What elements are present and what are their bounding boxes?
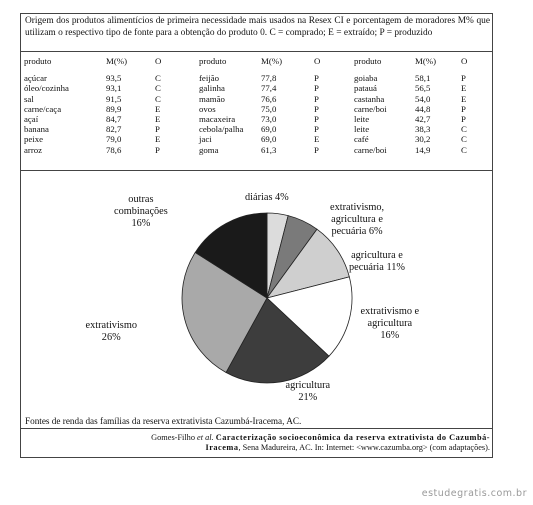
- table-cell: 69,0: [261, 134, 277, 145]
- table-cell: produto: [24, 56, 52, 66]
- pie-svg: [21, 180, 492, 428]
- table-cell: O: [155, 56, 162, 66]
- table-cell: 89,9: [106, 103, 122, 114]
- slice-label: [286, 380, 331, 404]
- watermark: estudegratis.com.br: [421, 488, 527, 499]
- slice-label-line: pecuária 6%: [331, 226, 383, 237]
- pie-chart: [21, 180, 492, 428]
- table-cell: M(%): [261, 56, 283, 66]
- slice-label-line: outras: [128, 194, 154, 205]
- slice-label-line: agricultura: [285, 380, 331, 391]
- table-cell: P: [314, 93, 319, 104]
- table-cell: P: [155, 124, 160, 135]
- table-cell: sal: [24, 93, 34, 104]
- slice-label-line: extrativismo: [85, 320, 137, 331]
- table-cell: 84,7: [106, 113, 122, 124]
- table-cell: C: [461, 124, 467, 135]
- table-cell: arroz: [24, 144, 43, 155]
- table-cell: café: [354, 134, 369, 145]
- table-cell: 14,9: [415, 144, 431, 155]
- table-cell: 42,7: [415, 113, 431, 124]
- slice-label-line: 21%: [298, 392, 318, 403]
- table-cell: cebola/palha: [199, 124, 244, 135]
- slice-label-line: 26%: [101, 332, 121, 343]
- slice-label-line: combinações: [114, 206, 168, 217]
- slice-label-line: 16%: [131, 218, 151, 229]
- table-cell: E: [461, 93, 467, 104]
- table-cell: 75,0: [261, 103, 277, 114]
- table-cell: E: [314, 134, 320, 145]
- table-cell: E: [155, 103, 161, 114]
- table-cell: O: [314, 56, 321, 66]
- table-row: [24, 73, 494, 83]
- table-cell: carne/boi: [354, 144, 387, 155]
- table-cell: 93,1: [106, 83, 122, 94]
- table-row: [24, 134, 494, 144]
- slice-label-line: agricultura e: [331, 214, 383, 225]
- table-cell: 61,3: [261, 144, 277, 155]
- table-cell: 93,5: [106, 73, 122, 84]
- slice-label: [349, 250, 405, 274]
- caption-rule: [21, 428, 492, 429]
- table-cell: M(%): [415, 56, 437, 66]
- table-row: [24, 124, 494, 134]
- table-cell: 91,5: [106, 93, 122, 104]
- table-cell: patauá: [354, 83, 377, 94]
- slice-label-line: extrativismo,: [330, 202, 385, 213]
- table-cell: leite: [354, 113, 370, 124]
- table-cell: açaí: [24, 113, 39, 124]
- table-cell: M(%): [106, 56, 128, 66]
- table-cell: feijão: [199, 73, 220, 84]
- table-cell: 82,7: [106, 124, 122, 135]
- table-cell: C: [461, 134, 467, 145]
- table-cell: 77,4: [261, 83, 277, 94]
- table-cell: C: [155, 93, 161, 104]
- table-top-rule: [21, 51, 492, 52]
- table-row: [24, 114, 494, 124]
- table-bottom-rule: [21, 170, 492, 171]
- source-author: Gomes-Filho: [151, 433, 195, 442]
- table-cell: 78,6: [106, 144, 122, 155]
- slice-label-line: agricultura e: [351, 250, 403, 261]
- table-cell: 44,8: [415, 103, 431, 114]
- table-cell: mamão: [199, 93, 225, 104]
- table-cell: goma: [199, 144, 219, 155]
- table-cell: 38,3: [415, 124, 431, 135]
- slice-label: [245, 192, 289, 204]
- table-cell: E: [155, 113, 161, 124]
- table-cell: leite: [354, 124, 370, 135]
- table-cell: C: [461, 144, 467, 155]
- source-title: Caracterização socioeconômica da reserva extrativista do Cazumbá-Iracema: [205, 433, 490, 452]
- chart-caption: Fontes de renda das famílias da reserva extrativista Cazumbá-Iracema, AC.: [25, 416, 302, 426]
- source-rest: , Sena Madureira, AC. In: Internet: <www.cazumba.org> (com adaptações).: [238, 443, 490, 452]
- slice-label-line: extrativismo e: [360, 306, 420, 317]
- table-cell: produto: [354, 56, 382, 66]
- table-cell: peixe: [24, 134, 44, 145]
- table-cell: 54,0: [415, 93, 431, 104]
- slice-label: [114, 194, 168, 230]
- table-cell: banana: [24, 124, 49, 135]
- table-row: [24, 83, 494, 93]
- table-cell: C: [155, 73, 161, 84]
- table-cell: óleo/cozinha: [24, 83, 69, 94]
- slice-label-line: pecuária 11%: [349, 262, 405, 273]
- table-cell: jaci: [199, 134, 212, 145]
- table-cell: 77,8: [261, 73, 277, 84]
- slice-label-line: 16%: [380, 330, 400, 341]
- table-cell: galinha: [199, 83, 225, 94]
- table-cell: P: [314, 73, 319, 84]
- table-cell: carne/caça: [24, 103, 62, 114]
- table-cell: 58,1: [415, 73, 431, 84]
- products-table: [24, 56, 494, 155]
- table-cell: ovos: [199, 103, 216, 114]
- table-cell: C: [155, 83, 161, 94]
- table-cell: P: [461, 113, 466, 124]
- table-cell: açúcar: [24, 73, 47, 84]
- table-row: [24, 145, 494, 155]
- source-etal: et al.: [197, 433, 214, 442]
- intro-text: Origem dos produtos alimentícios de primeira necessidade mais usados na Resex CI e porcentagem de moradores M% que utilizam o respectivo tipo de fonte para a obtenção do produto 0. C = comprado; E = extraído; P = produzido: [25, 16, 490, 38]
- table-cell: carne/boi: [354, 103, 387, 114]
- table-row: [24, 94, 494, 104]
- slice-label: [86, 320, 137, 344]
- table-cell: P: [314, 124, 319, 135]
- table-cell: produto: [199, 56, 227, 66]
- table-cell: E: [461, 83, 467, 94]
- table-cell: 79,0: [106, 134, 122, 145]
- table-cell: E: [155, 134, 161, 145]
- slice-label: [361, 306, 420, 342]
- table-cell: P: [314, 144, 319, 155]
- table-cell: 69,0: [261, 124, 277, 135]
- table-cell: P: [155, 144, 160, 155]
- table-cell: 56,5: [415, 83, 431, 94]
- slice-label-line: agricultura: [367, 318, 413, 329]
- table-row: [24, 104, 494, 114]
- table-cell: castanha: [354, 93, 385, 104]
- table-cell: goiaba: [354, 73, 378, 84]
- table-cell: 76,6: [261, 93, 277, 104]
- source-citation: [140, 433, 490, 453]
- table-cell: 30,2: [415, 134, 431, 145]
- table-cell: P: [314, 83, 319, 94]
- table-cell: O: [461, 56, 468, 66]
- slice-label: [330, 202, 384, 238]
- slice-label-line: diárias 4%: [245, 192, 289, 203]
- table-cell: 73,0: [261, 113, 277, 124]
- table-cell: P: [314, 103, 319, 114]
- table-header-row: [24, 56, 494, 66]
- table-cell: P: [461, 103, 466, 114]
- table-cell: P: [461, 73, 466, 84]
- table-cell: macaxeira: [199, 113, 236, 124]
- table-cell: P: [314, 113, 319, 124]
